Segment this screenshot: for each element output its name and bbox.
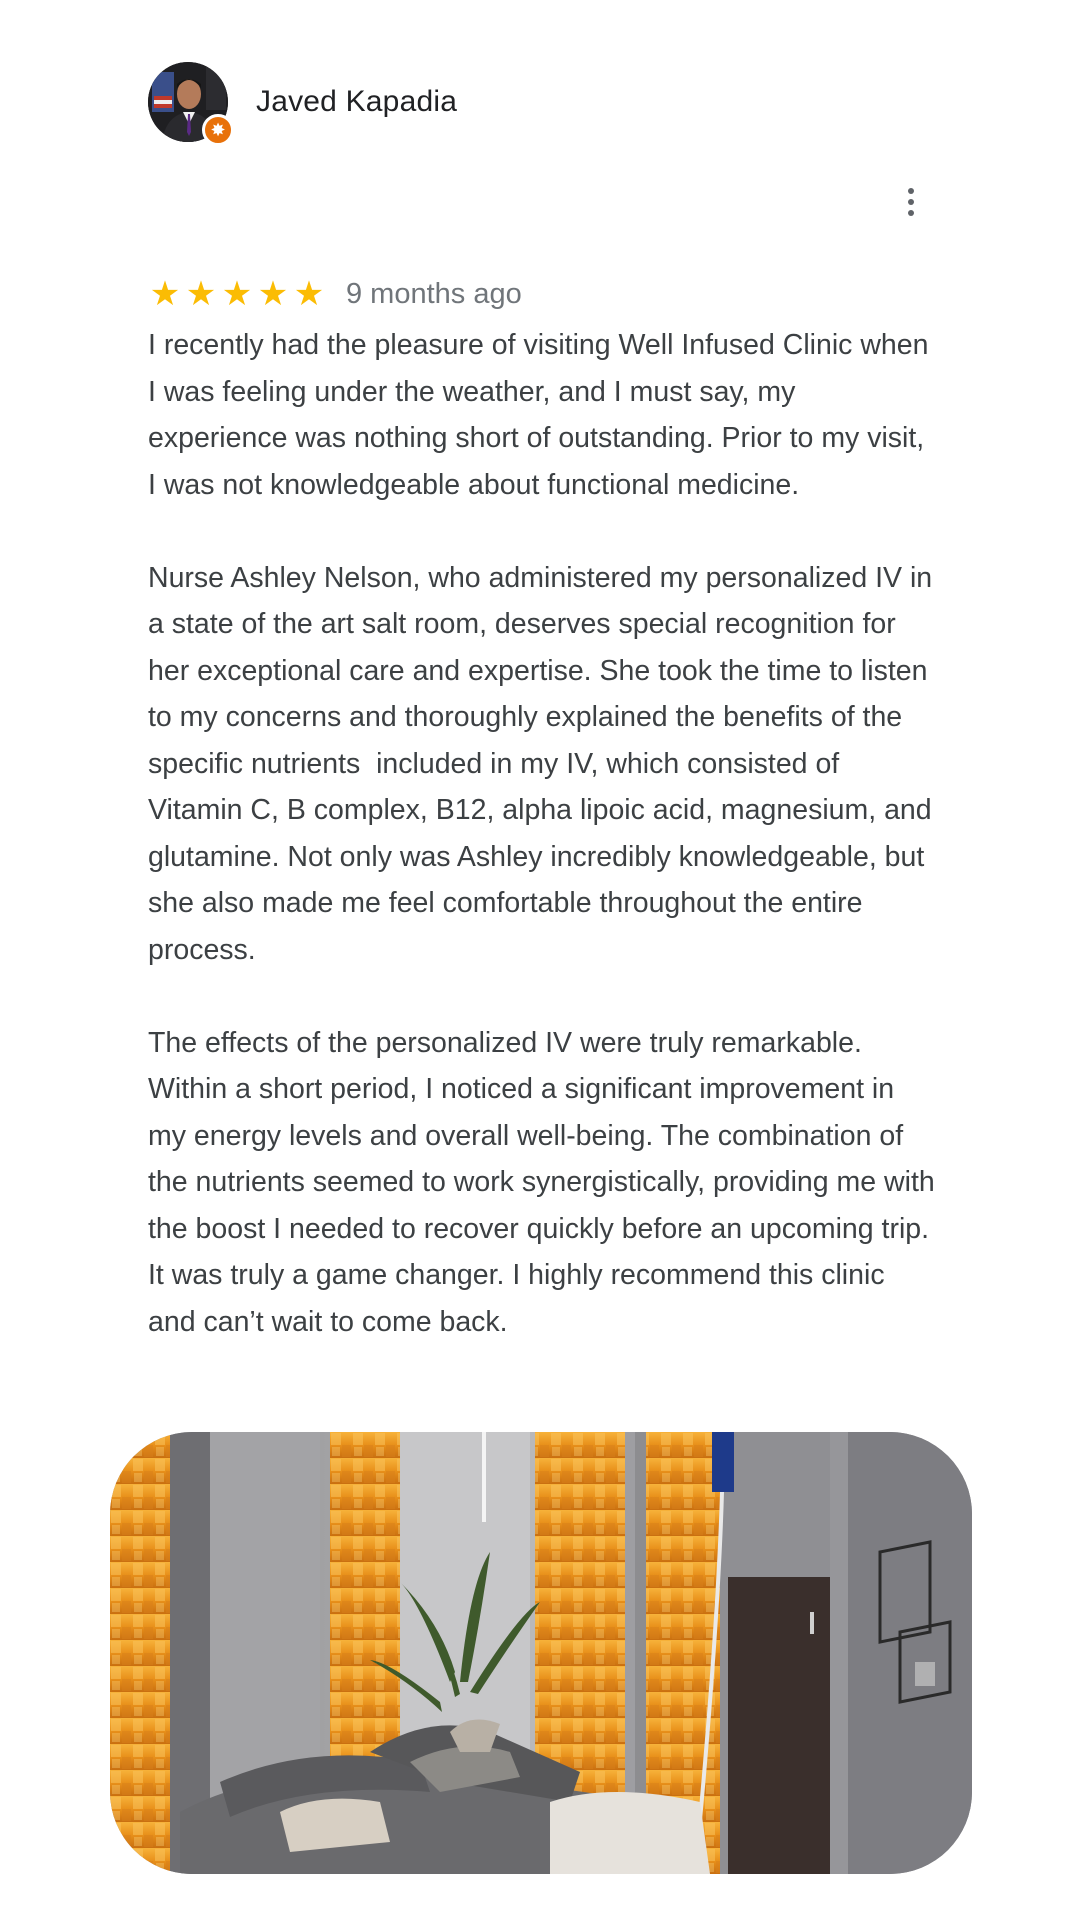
review-text — [148, 322, 943, 1345]
local-guide-badge-icon: ✸ — [202, 114, 234, 146]
salt-room-photo — [110, 1432, 972, 1874]
review-date: 9 months ago — [346, 277, 522, 310]
star-icon: ★ — [185, 275, 217, 313]
rating-row — [148, 272, 522, 316]
review-photo[interactable] — [110, 1432, 972, 1874]
star-icon: ★ — [293, 275, 325, 313]
more-vert-icon-dot — [908, 210, 914, 216]
more-options-button[interactable] — [893, 180, 929, 224]
star-icon: ★ — [149, 275, 181, 313]
star-rating — [148, 277, 326, 311]
star-icon: ★ — [221, 275, 253, 313]
review-header — [148, 62, 457, 142]
review-paragraph: I recently had the pleasure of visiting Well Infused Clinic when I was feeling under the weather, and I must say, my experience was nothing short of outstanding. Prior to my visit, I was not knowledgeable about functional medicine. — [148, 329, 937, 501]
star-icon: ★ — [257, 275, 289, 313]
author-avatar-button[interactable] — [148, 62, 228, 142]
review-paragraph: Nurse Ashley Nelson, who administered my personalized IV in a state of the art salt room, deserves special recognition for her exceptional care and expertise. She took the time to listen to my concerns and thoroughly explained the benefits of the specific nutrients included in my IV, which consisted of Vitamin C, B complex, B12, alpha lipoic acid, magnesium, and glutamine. Not only was Ashley incredibly knowledgeable, but she also made me feel comfortable throughout the entire process. — [148, 561, 941, 966]
more-vert-icon-dot — [908, 199, 914, 205]
more-vert-icon — [908, 188, 914, 194]
author-name[interactable]: Javed Kapadia — [256, 85, 458, 118]
review-paragraph: The effects of the personalized IV were truly remarkable. Within a short period, I noticed a significant improvement in my energy levels and overall well-being. The combination of the nutrients seemed to work synergistically, providing me with the boost I needed to recover quickly before an upcoming trip. It was truly a game changer. I highly recommend this clinic and can’t wait to come back. — [148, 1026, 943, 1338]
